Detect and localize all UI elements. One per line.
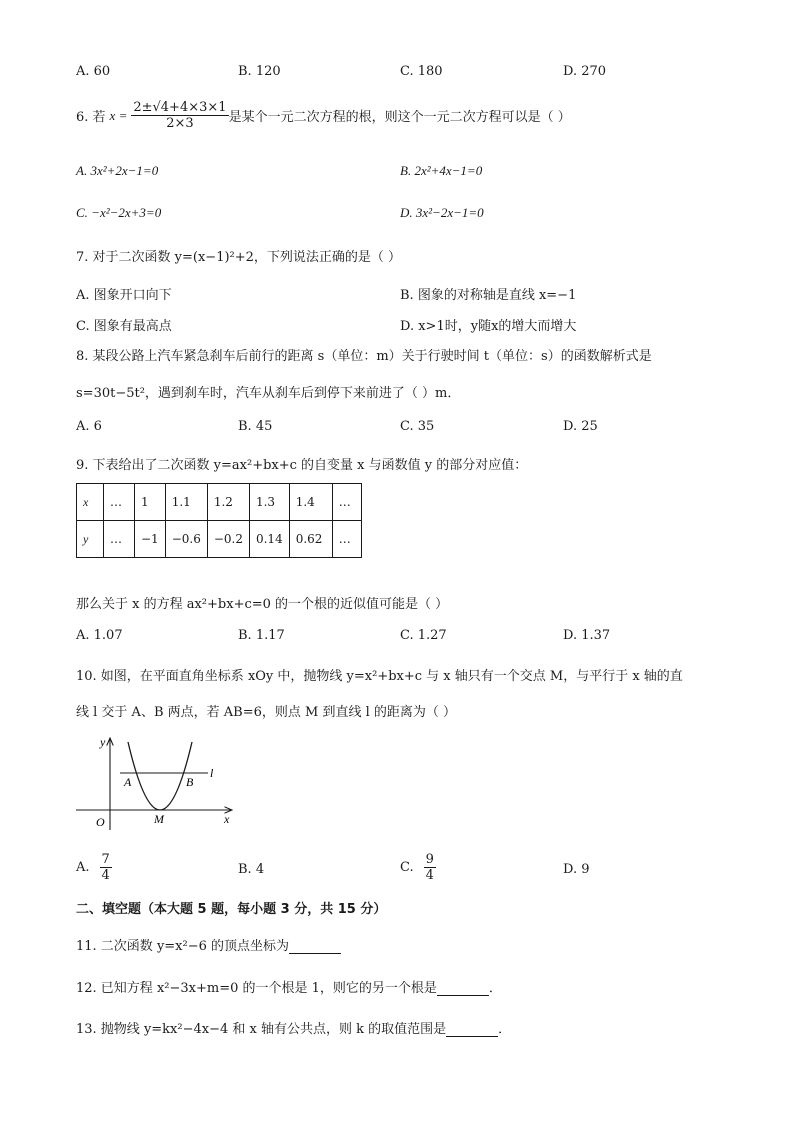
graph-label-x: x <box>224 812 230 826</box>
q9-option-d: D. 1.37 <box>563 628 611 643</box>
q13-item <box>76 1018 511 1037</box>
q9-value-table <box>76 483 362 558</box>
option-fraction <box>424 852 436 883</box>
answer-blank[interactable] <box>289 943 341 954</box>
q8-option-b: B. 45 <box>238 419 273 434</box>
table-cell: y <box>77 521 104 558</box>
q8-option-d: D. 25 <box>563 419 598 434</box>
q13-end: ． <box>498 1022 512 1037</box>
q11-text: 11. 二次函数 y=x²−6 的顶点坐标为 <box>76 939 290 954</box>
table-cell: −0.2 <box>207 521 249 558</box>
q10-parabola-graph <box>70 730 245 830</box>
q6-fraction <box>131 100 228 131</box>
parabola-curve <box>128 742 192 810</box>
answer-blank[interactable] <box>437 985 489 996</box>
q6-x-equals: x = <box>109 107 128 123</box>
option-label: A. <box>76 860 90 875</box>
graph-label-o: O <box>96 815 105 829</box>
q12-end: ． <box>488 981 502 996</box>
fraction-denominator: 4 <box>101 868 110 883</box>
graph-label-l: l <box>210 766 214 780</box>
table-cell: 1.3 <box>249 484 289 521</box>
q5-option-d: D. 270 <box>563 64 607 79</box>
table-cell: … <box>104 521 135 558</box>
table-cell: … <box>104 484 135 521</box>
graph-label-m: M <box>154 812 164 826</box>
graph-label-b: B <box>186 775 194 789</box>
q10-option-b: B. 4 <box>238 862 265 877</box>
fraction-denominator: 4 <box>425 868 434 883</box>
graph-label-a: A <box>124 775 132 789</box>
table-cell: 0.62 <box>289 521 332 558</box>
q12-item <box>76 977 502 996</box>
table-cell: … <box>332 521 361 558</box>
q6-option-b: B. 2x²+4x−1=0 <box>400 163 483 178</box>
option-label: C. <box>400 860 414 875</box>
q7-option-b: B. 图象的对称轴是直线 x=−1 <box>400 288 577 303</box>
q8-line1: 8. 某段公路上汽车紧急刹车后前行的距离 s（单位：m）关于行驶时间 t（单位：s）的函数解析式是 <box>76 349 652 364</box>
q8-option-c: C. 35 <box>400 419 435 434</box>
q10-option-a <box>76 852 112 883</box>
q7-option-a: A. 图象开口向下 <box>76 288 172 303</box>
table-cell: 1.2 <box>207 484 249 521</box>
q6-denominator: 2×3 <box>166 116 194 131</box>
table-cell: x <box>77 484 104 521</box>
table-cell: … <box>332 484 361 521</box>
q9-option-a: A. 1.07 <box>76 628 123 643</box>
q9-after: 那么关于 x 的方程 ax²+bx+c=0 的一个根的近似值可能是（ ） <box>76 597 449 612</box>
graph-label-y: y <box>100 735 106 749</box>
q5-option-c: C. 180 <box>400 64 443 79</box>
q5-option-b: B. 120 <box>238 64 281 79</box>
table-cell: 1.4 <box>289 484 332 521</box>
table-cell: 0.14 <box>249 521 289 558</box>
q6-stem <box>76 100 571 131</box>
q5-option-a: A. 60 <box>76 64 111 79</box>
table-cell: 1 <box>135 484 166 521</box>
q10-line2: 线 l 交于 A、B 两点，若 AB=6，则点 M 到直线 l 的距离为（ ） <box>76 705 456 720</box>
q6-numerator: 2±√4+4×3×1 <box>133 100 227 115</box>
q13-text: 13. 抛物线 y=kx²−4x−4 和 x 轴有公共点，则 k 的取值范围是 <box>76 1022 447 1037</box>
q6-option-a: A. 3x²+2x−1=0 <box>76 163 159 178</box>
fraction-numerator: 7 <box>101 852 110 867</box>
q10-option-c <box>400 852 436 883</box>
option-fraction <box>100 852 112 883</box>
q6-option-d: D. 3x²−2x−1=0 <box>400 205 484 220</box>
q12-text: 12. 已知方程 x²−3x+m=0 的一个根是 1，则它的另一个根是 <box>76 981 437 996</box>
q10-option-d: D. 9 <box>563 862 590 877</box>
section-heading-fill-in: 二、填空题（本大题 5 题，每小题 3 分，共 15 分） <box>76 902 387 917</box>
q6-suffix: 是某个一元二次方程的根，则这个一元二次方程可以是（ ） <box>228 110 571 125</box>
q9-option-c: C. 1.27 <box>400 628 447 643</box>
q11-item <box>76 935 341 954</box>
q7-option-c: C. 图象有最高点 <box>76 319 172 334</box>
q7-stem: 7. 对于二次函数 y=(x−1)²+2，下列说法正确的是（ ） <box>76 250 402 265</box>
answer-blank[interactable] <box>446 1026 498 1037</box>
fraction-numerator: 9 <box>425 852 434 867</box>
q7-option-d: D. x>1时，y随x的增大而增大 <box>400 319 577 334</box>
table-cell: 1.1 <box>165 484 207 521</box>
table-cell: −0.6 <box>165 521 207 558</box>
q8-line2: s=30t−5t²，遇到刹车时，汽车从刹车后到停下来前进了（ ）m． <box>76 386 461 401</box>
table-row <box>77 484 362 521</box>
q9-stem: 9. 下表给出了二次函数 y=ax²+bx+c 的自变量 x 与函数值 y 的部分对应值： <box>76 458 528 473</box>
table-row <box>77 521 362 558</box>
table-cell: −1 <box>135 521 166 558</box>
q6-prefix: 6. 若 <box>76 110 106 125</box>
q9-option-b: B. 1.17 <box>238 628 285 643</box>
q8-option-a: A. 6 <box>76 419 102 434</box>
q10-line1: 10. 如图，在平面直角坐标系 xOy 中，抛物线 y=x²+bx+c 与 x 轴只有一个交点 M，与平行于 x 轴的直 <box>76 669 683 684</box>
q6-option-c: C. −x²−2x+3=0 <box>76 205 162 220</box>
